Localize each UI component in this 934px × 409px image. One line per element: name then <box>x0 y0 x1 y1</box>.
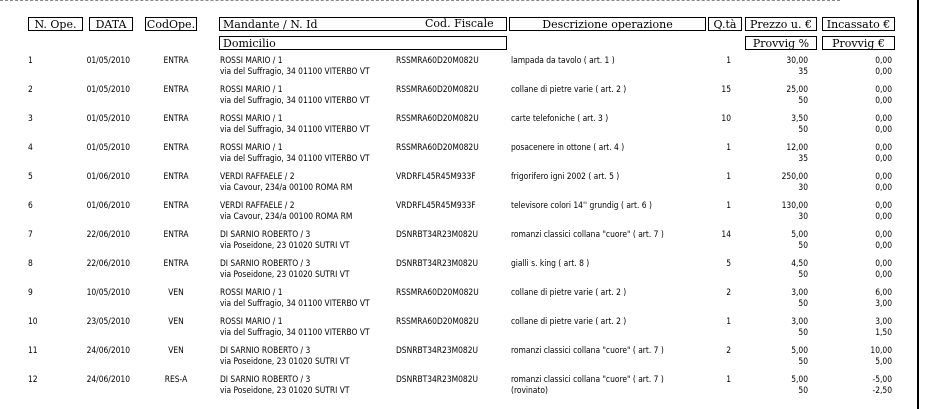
cell-incassato: 0,00 <box>875 113 892 123</box>
cell-descrizione: frigorifero igni 2002 ( art. 5 ) <box>511 171 620 181</box>
cell-mandante: DI SARNIO ROBERTO / 3 <box>220 374 311 384</box>
header-qta: Q.tà <box>708 17 742 31</box>
cell-cod-ope: ENTRA <box>163 229 189 239</box>
cell-domicilio: via Poseidone, 23 01020 SUTRI VT <box>220 385 350 395</box>
cell-prezzo: 3,00 <box>791 316 808 326</box>
cell-data: 24/06/2010 <box>86 345 130 355</box>
cell-data: 22/06/2010 <box>86 229 130 239</box>
cell-data: 10/05/2010 <box>86 287 130 297</box>
cell-provvig-eur: 0,00 <box>875 240 892 250</box>
table-row <box>0 345 917 374</box>
header-cod-ope: CodOpe. <box>146 18 196 31</box>
cell-prezzo: 3,50 <box>791 113 808 123</box>
cell-provvig-pct: 50 <box>798 327 808 337</box>
cell-mandante: VERDI RAFFAELE / 2 <box>220 200 295 210</box>
cell-descrizione: televisore colori 14'' grundig ( art. 6 ) <box>511 200 652 210</box>
cell-n-ope: 12 <box>28 374 38 384</box>
cell-descrizione: collane di pietre varie ( art. 2 ) <box>511 84 627 94</box>
cell-provvig-eur: 0,00 <box>875 153 892 163</box>
cell-cod-fiscale: VRDRFL45R45M933F <box>396 171 476 181</box>
cell-provvig-eur: 3,00 <box>875 298 892 308</box>
header-n-ope: N. Ope. <box>28 17 83 31</box>
cell-provvig-pct: 50 <box>798 269 808 279</box>
cell-provvig-pct: 50 <box>798 356 808 366</box>
cell-cod-fiscale: RSSMRA60D20M082U <box>396 113 479 123</box>
cell-data: 01/05/2010 <box>86 84 130 94</box>
cell-provvig-pct: 30 <box>798 211 808 221</box>
cell-data: 01/05/2010 <box>86 113 130 123</box>
cell-domicilio: via Poseidone, 23 01020 SUTRI VT <box>220 240 350 250</box>
cell-incassato: 3,00 <box>875 316 892 326</box>
cell-descrizione: romanzi classici collana "cuore" ( art. 7 ) <box>511 374 664 384</box>
cell-n-ope: 10 <box>28 316 38 326</box>
cell-n-ope: 2 <box>28 84 33 94</box>
cell-n-ope: 1 <box>28 55 33 65</box>
cell-n-ope: 6 <box>28 200 33 210</box>
cell-provvig-eur: 0,00 <box>875 95 892 105</box>
cell-provvig-pct: 50 <box>798 298 808 308</box>
cell-domicilio: via del Suffragio, 34 01100 VITERBO VT <box>220 66 370 76</box>
cell-incassato: 10,00 <box>870 345 892 355</box>
header-mandante: Mandante / N. Id <box>223 18 318 31</box>
cell-cod-ope: VEN <box>168 345 184 355</box>
cell-cod-fiscale: RSSMRA60D20M082U <box>396 84 479 94</box>
cell-n-ope: 4 <box>28 142 33 152</box>
cell-prezzo: 12,00 <box>786 142 808 152</box>
cell-mandante: DI SARNIO ROBERTO / 3 <box>220 229 311 239</box>
cell-mandante: ROSSI MARIO / 1 <box>220 316 283 326</box>
cell-qta: 1 <box>726 316 731 326</box>
cell-domicilio: via del Suffragio, 34 01100 VITERBO VT <box>220 327 370 337</box>
cell-qta: 2 <box>726 287 731 297</box>
cell-incassato: 0,00 <box>875 142 892 152</box>
cell-provvig-pct: 50 <box>798 385 808 395</box>
cell-incassato: 0,00 <box>875 229 892 239</box>
cell-cod-ope: VEN <box>168 316 184 326</box>
header-provvig-pct: Provvig % <box>745 36 817 50</box>
cell-domicilio: via Cavour, 234/a 00100 ROMA RM <box>220 211 353 221</box>
cell-cod-fiscale: DSNRBT34R23M082U <box>396 374 479 384</box>
table-row <box>0 142 917 171</box>
cell-data: 01/06/2010 <box>86 171 130 181</box>
cell-provvig-eur: 1,50 <box>875 327 892 337</box>
cell-qta: 5 <box>726 258 731 268</box>
header-provvig-eur: Provvig € <box>822 36 895 50</box>
cell-n-ope: 5 <box>28 171 33 181</box>
cell-data: 24/06/2010 <box>86 374 130 384</box>
table-row <box>0 316 917 345</box>
cell-cod-fiscale: RSSMRA60D20M082U <box>396 55 479 65</box>
cell-prezzo: 250,00 <box>781 171 808 181</box>
cell-cod-ope: ENTRA <box>163 200 189 210</box>
cell-descrizione: collane di pietre varie ( art. 2 ) <box>511 287 627 297</box>
cell-cod-ope: ENTRA <box>163 142 189 152</box>
cell-provvig-eur: -2,50 <box>872 385 892 395</box>
cell-qta: 1 <box>726 171 731 181</box>
cell-mandante: ROSSI MARIO / 1 <box>220 113 283 123</box>
cell-mandante: VERDI RAFFAELE / 2 <box>220 171 295 181</box>
cell-incassato: 0,00 <box>875 200 892 210</box>
cell-provvig-eur: 0,00 <box>875 182 892 192</box>
cell-provvig-pct: 30 <box>798 182 808 192</box>
table-row <box>0 229 917 258</box>
cell-n-ope: 11 <box>28 345 38 355</box>
header-data: DATA <box>89 17 133 31</box>
cell-incassato: 6,00 <box>875 287 892 297</box>
cell-descrizione: posacenere in ottone ( art. 4 ) <box>511 142 625 152</box>
cell-descrizione-note: (rovinato) <box>511 385 548 395</box>
table-row <box>0 55 917 84</box>
cell-data: 23/05/2010 <box>86 316 130 326</box>
cell-cod-fiscale: RSSMRA60D20M082U <box>396 287 479 297</box>
cell-provvig-pct: 35 <box>798 66 808 76</box>
cell-qta: 15 <box>721 84 731 94</box>
cell-data: 01/05/2010 <box>86 142 130 152</box>
cell-mandante: ROSSI MARIO / 1 <box>220 55 283 65</box>
cell-data: 22/06/2010 <box>86 258 130 268</box>
cell-mandante: ROSSI MARIO / 1 <box>220 84 283 94</box>
cell-prezzo: 130,00 <box>781 200 808 210</box>
cell-qta: 1 <box>726 200 731 210</box>
cell-descrizione: collane di pietre varie ( art. 2 ) <box>511 316 627 326</box>
cell-cod-ope: ENTRA <box>163 84 189 94</box>
cell-prezzo: 5,00 <box>791 374 808 384</box>
cell-mandante: ROSSI MARIO / 1 <box>220 142 283 152</box>
cell-provvig-eur: 5,00 <box>875 356 892 366</box>
cell-domicilio: via del Suffragio, 34 01100 VITERBO VT <box>220 124 370 134</box>
table-row <box>0 171 917 200</box>
cell-descrizione: romanzi classici collana "cuore" ( art. 7 ) <box>511 345 664 355</box>
cell-incassato: 0,00 <box>875 55 892 65</box>
cell-qta: 1 <box>726 374 731 384</box>
page-right-edge <box>917 0 919 409</box>
cell-cod-ope: ENTRA <box>163 55 189 65</box>
cell-cod-ope: ENTRA <box>163 113 189 123</box>
table-row <box>0 113 917 142</box>
cell-descrizione: gialli s. king ( art. 8 ) <box>511 258 590 268</box>
cell-cod-fiscale: DSNRBT34R23M082U <box>396 258 479 268</box>
cell-cod-fiscale: RSSMRA60D20M082U <box>396 316 479 326</box>
cell-data: 01/06/2010 <box>86 200 130 210</box>
header-prezzo: Prezzo u. € <box>745 17 817 31</box>
cell-cod-ope: VEN <box>168 287 184 297</box>
header-incassato: Incassato € <box>822 17 895 31</box>
header-domicilio: Domicilio <box>219 36 507 50</box>
cell-provvig-eur: 0,00 <box>875 66 892 76</box>
cell-incassato: 0,00 <box>875 84 892 94</box>
cell-incassato: -5,00 <box>872 374 892 384</box>
cell-n-ope: 7 <box>28 229 33 239</box>
table-row <box>0 84 917 113</box>
cell-prezzo: 25,00 <box>786 84 808 94</box>
cell-cod-fiscale: VRDRFL45R45M933F <box>396 200 476 210</box>
cell-domicilio: via del Suffragio, 34 01100 VITERBO VT <box>220 153 370 163</box>
cell-descrizione: carte telefoniche ( art. 3 ) <box>511 113 609 123</box>
cell-prezzo: 4,50 <box>791 258 808 268</box>
cell-domicilio: via Poseidone, 23 01020 SUTRI VT <box>220 269 350 279</box>
cell-cod-ope: ENTRA <box>163 258 189 268</box>
cell-incassato: 0,00 <box>875 258 892 268</box>
cell-cod-fiscale: DSNRBT34R23M082U <box>396 345 479 355</box>
cell-qta: 1 <box>726 142 731 152</box>
cell-cod-ope: ENTRA <box>163 171 189 181</box>
cell-domicilio: via del Suffragio, 34 01100 VITERBO VT <box>220 95 370 105</box>
cell-incassato: 0,00 <box>875 171 892 181</box>
cell-qta: 10 <box>721 113 731 123</box>
cell-domicilio: via del Suffragio, 34 01100 VITERBO VT <box>220 298 370 308</box>
cell-qta: 1 <box>726 55 731 65</box>
header-descrizione: Descrizione operazione <box>509 17 706 31</box>
cell-prezzo: 3,00 <box>791 287 808 297</box>
cell-prezzo: 5,00 <box>791 345 808 355</box>
cell-mandante: DI SARNIO ROBERTO / 3 <box>220 345 311 355</box>
cell-n-ope: 9 <box>28 287 33 297</box>
top-border <box>0 0 840 1</box>
cell-n-ope: 8 <box>28 258 33 268</box>
cell-provvig-eur: 0,00 <box>875 124 892 134</box>
cell-domicilio: via Poseidone, 23 01020 SUTRI VT <box>220 356 350 366</box>
cell-cod-fiscale: DSNRBT34R23M082U <box>396 229 479 239</box>
cell-prezzo: 5,00 <box>791 229 808 239</box>
table-row <box>0 287 917 316</box>
cell-cod-fiscale: RSSMRA60D20M082U <box>396 142 479 152</box>
cell-provvig-pct: 50 <box>798 95 808 105</box>
cell-mandante: DI SARNIO ROBERTO / 3 <box>220 258 311 268</box>
cell-provvig-eur: 0,00 <box>875 211 892 221</box>
cell-prezzo: 30,00 <box>786 55 808 65</box>
cell-provvig-pct: 50 <box>798 240 808 250</box>
cell-mandante: ROSSI MARIO / 1 <box>220 287 283 297</box>
cell-n-ope: 3 <box>28 113 33 123</box>
cell-domicilio: via Cavour, 234/a 00100 ROMA RM <box>220 182 353 192</box>
header-cod-fiscale: Cod. Fiscale <box>425 17 494 30</box>
cell-provvig-pct: 35 <box>798 153 808 163</box>
cell-descrizione: romanzi classici collana "cuore" ( art. 7 ) <box>511 229 664 239</box>
cell-provvig-eur: 0,00 <box>875 269 892 279</box>
cell-data: 01/05/2010 <box>86 55 130 65</box>
table-row <box>0 200 917 229</box>
cell-qta: 14 <box>721 229 731 239</box>
table-row <box>0 374 917 403</box>
cell-qta: 2 <box>726 345 731 355</box>
cell-provvig-pct: 50 <box>798 124 808 134</box>
cell-descrizione: lampada da tavolo ( art. 1 ) <box>511 55 615 65</box>
cell-cod-ope: RES-A <box>164 374 188 384</box>
table-row <box>0 258 917 287</box>
